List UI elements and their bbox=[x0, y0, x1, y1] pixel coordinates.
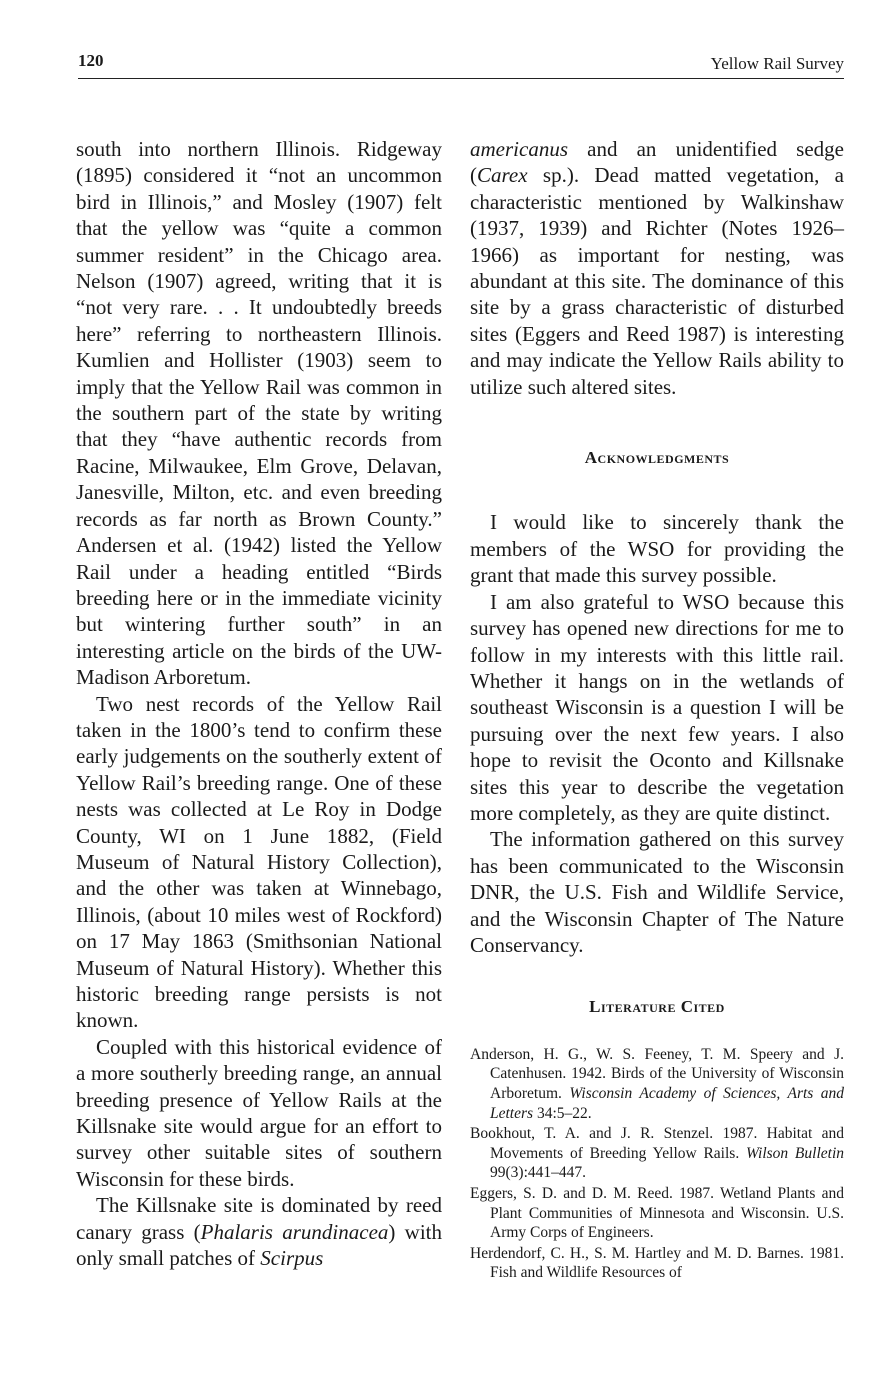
reference-item bbox=[470, 1124, 844, 1183]
running-title: Yellow Rail Survey bbox=[710, 54, 844, 73]
species-name: Phalaris arundinacea bbox=[200, 1219, 389, 1244]
species-name: americanus bbox=[470, 137, 568, 161]
right-column bbox=[470, 136, 844, 1284]
paragraph: The information gathered on this survey has been communicated to the Wisconsin DNR, the U.S. Fish and Wildlife Service, and the Wisconsin Chapter of The Nature Conservancy. bbox=[470, 827, 844, 957]
reference-item bbox=[470, 1244, 844, 1283]
reference-text: Herdendorf, C. H., S. M. Hartley and M. D. Barnes. 1981. Fish and Wildlife Resources of bbox=[470, 1244, 844, 1282]
reference-text: Bookhout, T. A. and J. R. Stenzel. 1987. Habitat and Movements of Breeding Yellow Rails. bbox=[470, 1125, 844, 1162]
text-run: sp.). Dead matted vegetation, a characteristic mentioned by Walkinshaw (1937, 1939) and Richter (Notes 1926–1966) as important for nesting, was abundant at this site. The dominance of this site by a grass characteristic of disturbed sites (Eggers and Reed 1987) is interesting and may indicate the Yellow Rails ability to utilize such altered sites. bbox=[470, 163, 844, 399]
page-number: 120 bbox=[78, 51, 104, 70]
paragraph bbox=[76, 1192, 442, 1271]
reference-journal: Wilson Bulletin bbox=[745, 1144, 845, 1162]
genus-name: Carex bbox=[477, 163, 528, 188]
reference-item bbox=[470, 1184, 844, 1243]
reference-item bbox=[470, 1045, 844, 1123]
genus-name: Scirpus bbox=[260, 1246, 324, 1271]
paragraph: south into northern Illinois. Ridgeway (1895) considered it “not an uncommon bird in Illinois,” and Mosley (1907) felt that the yellow was “quite a common summer resident” in the Chicago area. Nelson (1907) agreed, writing that it is “not very rare. . . It undoubtedly breeds here” referring to northeastern Illinois. Kumlien and Hollister (1903) seem to imply that the Yellow Rail was common in the southern part of the state by writing that they “have authentic records from Racine, Milwaukee, Elm Grove, Delavan, Janesville, Milton, etc. and even breeding records as far north as Brown County.” Andersen et al. (1942) listed the Yellow Rail under a heading entitled “Birds breeding here or in the immediate vicinity but wintering further south” in an interesting article on the birds of the UW-Madison Arboretum. bbox=[76, 137, 442, 690]
literature-cited-heading: Literature Cited bbox=[589, 997, 725, 1017]
paragraph: I would like to sincerely thank the members of the WSO for providing the grant that made this survey possible. bbox=[470, 510, 844, 588]
reference-journal: Wisconsin Academy of Sciences, Arts and Letters bbox=[490, 1084, 844, 1122]
paragraph: I am also grateful to WSO because this survey has opened new directions for me to follow in my interests with this little rail. Whether it hangs on in the wetlands of southeast Wisconsin is a question I will be pursuing over the next few years. I also hope to revisit the Oconto and Killsnake sites this year to describe the vegetation more completely, as they are quite distinct. bbox=[470, 589, 844, 825]
text-run: and an unidentified sedge ( bbox=[470, 137, 844, 188]
page-header bbox=[78, 48, 844, 79]
reference-tail: 99(3):441–447. bbox=[490, 1164, 587, 1182]
reference-text: Anderson, H. G., W. S. Feeney, T. M. Speery and J. Catenhusen. 1942. Birds of the University of Wisconsin Arboretum. bbox=[470, 1045, 844, 1102]
reference-text: Eggers, S. D. and D. M. Reed. 1987. Wetland Plants and Plant Communities of Minnesota and Wisconsin. U.S. Army Corps of Engineers. bbox=[470, 1184, 844, 1242]
paragraph: Two nest records of the Yellow Rail taken in the 1800’s tend to confirm these early judgements on the southerly extent of Yellow Rail’s breeding range. One of these nests was collected at Le Roy in Dodge County, WI on 1 June 1882, (Field Museum of Natural History Collection), and the other was taken at Winnebago, Illinois, (about 10 miles west of Rockford) on 17 May 1863 (Smithsonian National Museum of Natural History). Whether this historic breeding range persists is not known. bbox=[76, 691, 442, 1033]
reference-list bbox=[470, 1045, 844, 1283]
text-run: The Killsnake site is dominated by reed canary grass ( bbox=[76, 1193, 442, 1244]
paragraph: Coupled with this historical evidence of a more southerly breeding range, an annual breeding presence of Yellow Rails at the Killsnake site would argue for an effort to survey other suitable sites of southern Wisconsin for these birds. bbox=[76, 1034, 442, 1191]
text-run: ) with only small patches of bbox=[76, 1219, 442, 1271]
reference-tail: 34:5–22. bbox=[533, 1104, 592, 1122]
acknowledgments-heading: Acknowledgments bbox=[584, 448, 730, 468]
left-column bbox=[76, 136, 442, 1271]
paragraph bbox=[470, 136, 844, 400]
